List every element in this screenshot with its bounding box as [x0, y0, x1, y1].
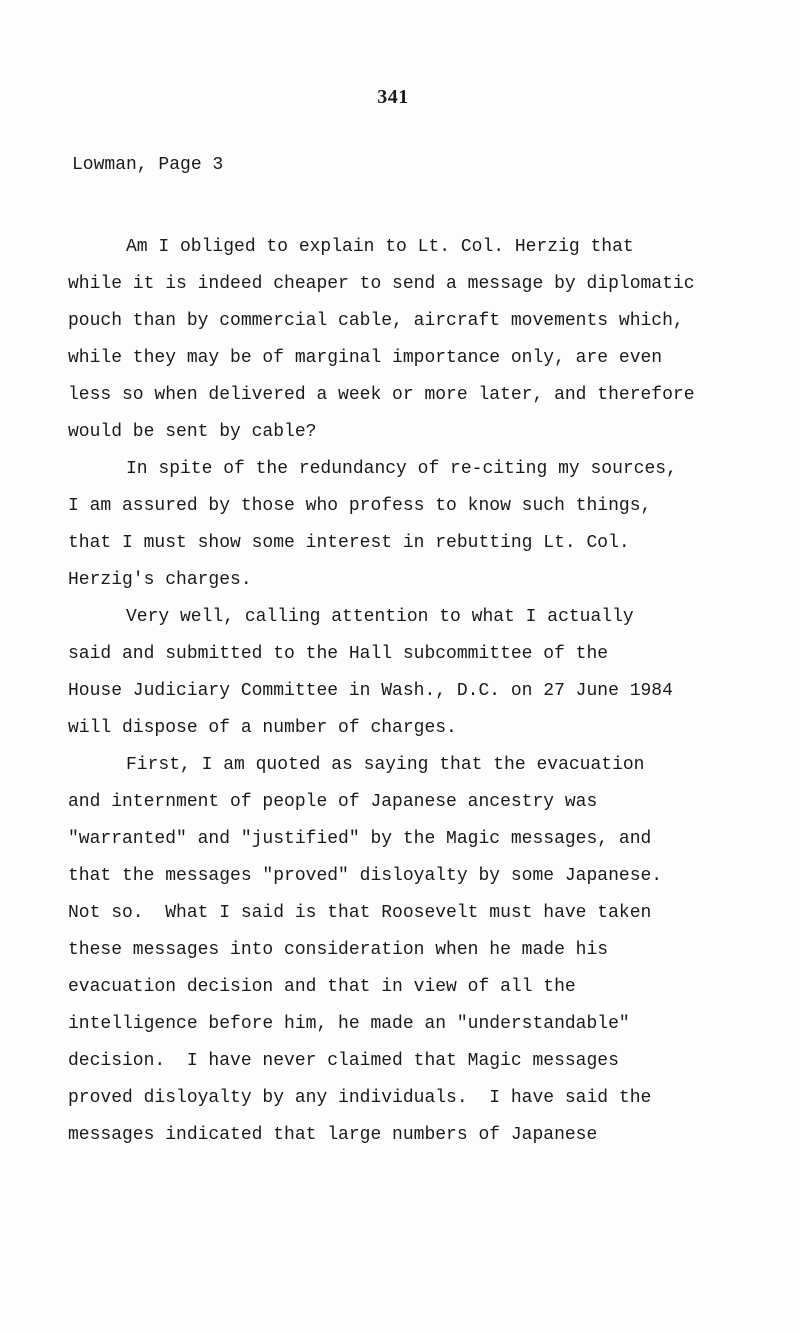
text-line: said and submitted to the Hall subcommittee of the	[68, 644, 609, 664]
text-line: less so when delivered a week or more later, and therefore	[68, 385, 695, 405]
text-line: Herzig's charges.	[68, 570, 252, 590]
text-line: while it is indeed cheaper to send a message by diplomatic	[68, 274, 695, 294]
text-line: First, I am quoted as saying that the evacuation	[126, 755, 645, 775]
paragraph-2	[68, 451, 748, 599]
text-line: pouch than by commercial cable, aircraft movements which,	[68, 311, 684, 331]
text-line: that I must show some interest in rebutting Lt. Col.	[68, 533, 630, 553]
text-line: would be sent by cable?	[68, 422, 317, 442]
text-line: House Judiciary Committee in Wash., D.C. on 27 June 1984	[68, 681, 673, 701]
text-line: intelligence before him, he made an "understandable"	[68, 1014, 630, 1034]
text-line: messages indicated that large numbers of Japanese	[68, 1125, 598, 1145]
text-line: evacuation decision and that in view of all the	[68, 977, 576, 997]
text-line: Very well, calling attention to what I actually	[126, 607, 634, 627]
running-head: Lowman, Page 3	[72, 155, 224, 175]
text-line: and internment of people of Japanese ancestry was	[68, 792, 598, 812]
text-line: that the messages "proved" disloyalty by some Japanese.	[68, 866, 663, 886]
text-line: In spite of the redundancy of re-citing my sources,	[126, 459, 677, 479]
text-line: will dispose of a number of charges.	[68, 718, 457, 738]
text-line: while they may be of marginal importance only, are even	[68, 348, 663, 368]
page-number: 341	[377, 86, 409, 108]
text-line: Not so. What I said is that Roosevelt must have taken	[68, 903, 652, 923]
text-line: "warranted" and "justified" by the Magic messages, and	[68, 829, 652, 849]
paragraph-4	[68, 747, 748, 1154]
paragraph-3	[68, 599, 748, 747]
text-line: proved disloyalty by any individuals. I have said the	[68, 1088, 652, 1108]
paragraph-1	[68, 229, 748, 451]
text-line: these messages into consideration when he made his	[68, 940, 609, 960]
text-line: I am assured by those who profess to know such things,	[68, 496, 652, 516]
text-line: Am I obliged to explain to Lt. Col. Herzig that	[126, 237, 634, 257]
body-text	[68, 229, 748, 1154]
text-line: decision. I have never claimed that Magic messages	[68, 1051, 619, 1071]
